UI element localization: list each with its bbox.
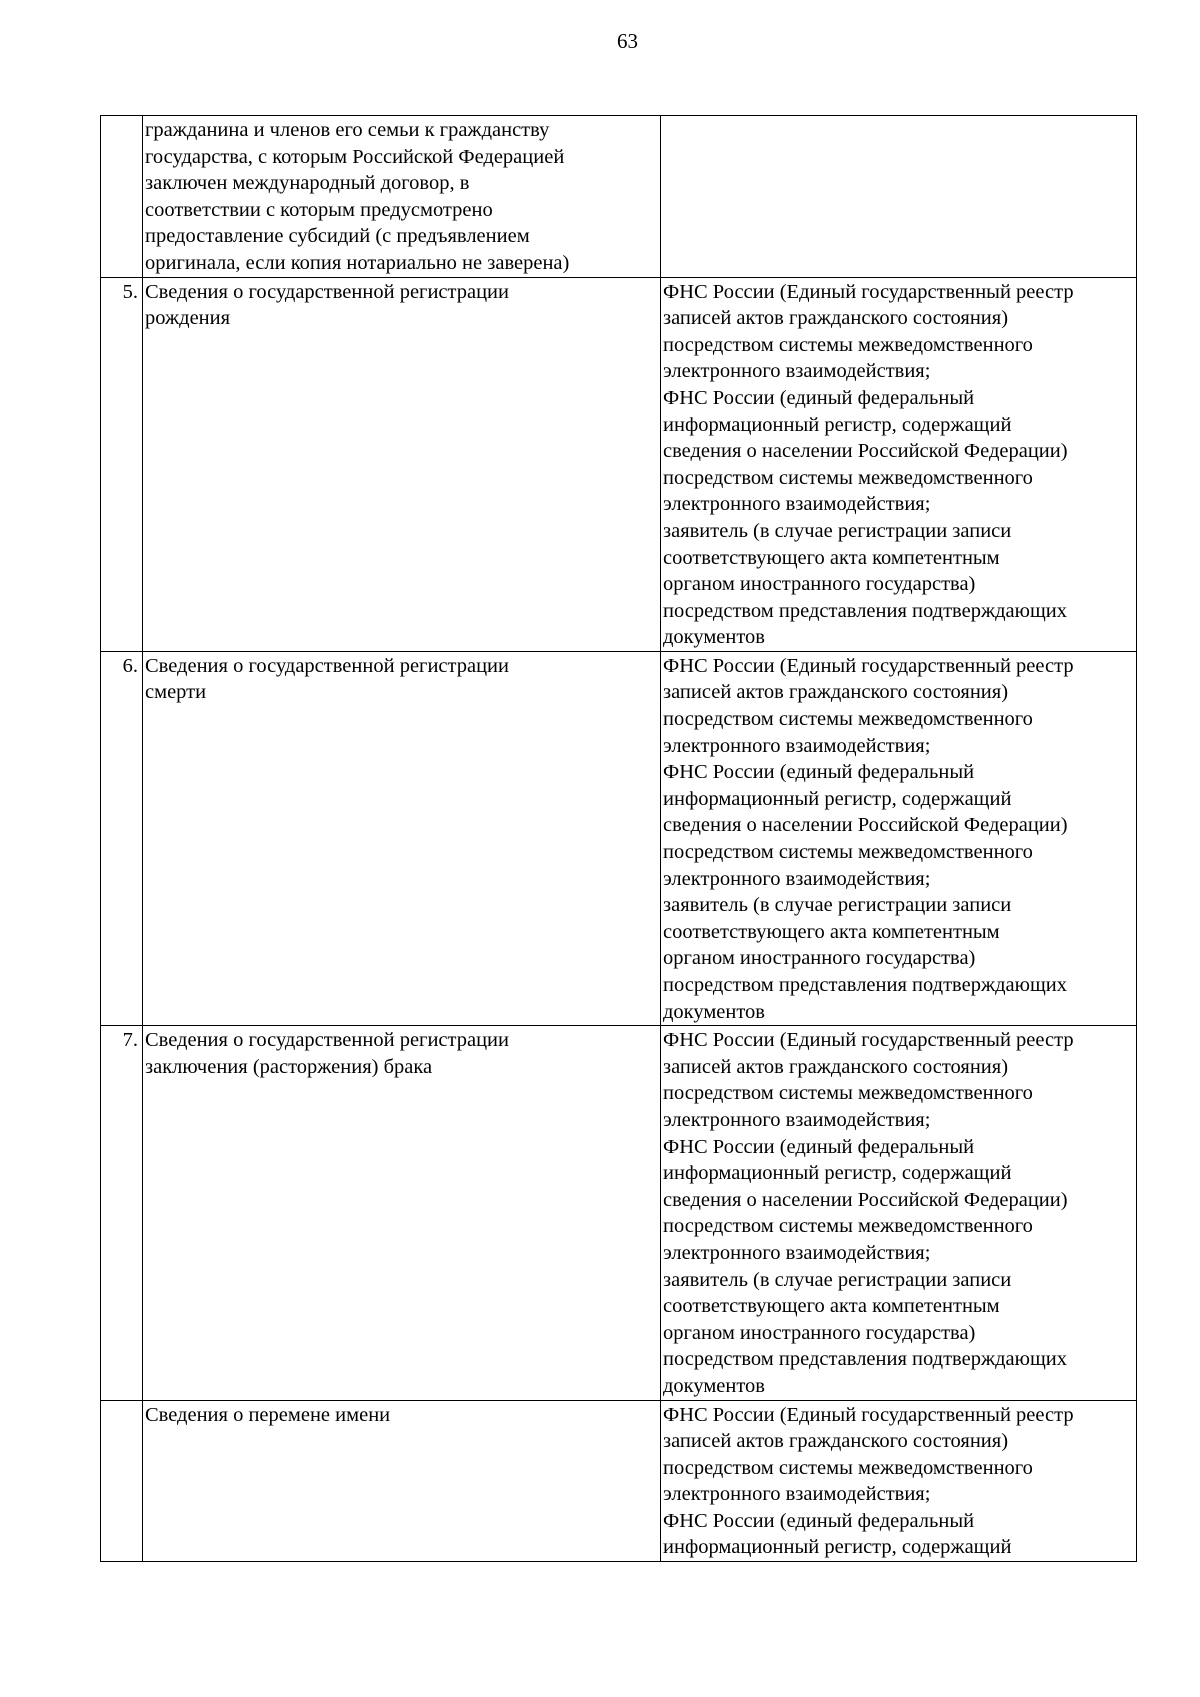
description-line: смерти bbox=[145, 681, 207, 704]
page-number: 63 bbox=[617, 29, 638, 53]
source-line: сведения о населении Российской Федерации) bbox=[663, 440, 1068, 463]
description-cell bbox=[143, 277, 661, 651]
source-line: записей актов гражданского состояния) bbox=[663, 681, 1009, 704]
source-cell bbox=[661, 116, 1137, 278]
source-line: посредством системы межведомственного bbox=[663, 1456, 1033, 1479]
description-line: рождения bbox=[145, 307, 231, 330]
table-row bbox=[101, 651, 1137, 1025]
source-line: документов bbox=[663, 1000, 765, 1023]
description-line: государства, с которым Российской Федерацией bbox=[145, 145, 565, 168]
source-line: записей актов гражданского состояния) bbox=[663, 1430, 1009, 1453]
source-line: ФНС России (Единый государственный реестр bbox=[663, 280, 1074, 303]
source-line: электронного взаимодействия; bbox=[663, 360, 931, 383]
source-cell bbox=[661, 1400, 1137, 1562]
source-line: посредством системы межведомственного bbox=[663, 1082, 1033, 1105]
source-line: ФНС России (единый федеральный bbox=[663, 1509, 975, 1532]
source-line: информационный регистр, содержащий bbox=[663, 1162, 1012, 1185]
document-table bbox=[100, 115, 1137, 1562]
description-line: Сведения о государственной регистрации bbox=[145, 280, 509, 303]
source-line: посредством представления подтверждающих bbox=[663, 1348, 1067, 1371]
source-line: сведения о населении Российской Федерации) bbox=[663, 1188, 1068, 1211]
source-line: органом иностранного государства) bbox=[663, 1321, 976, 1344]
row-number-cell: 6. bbox=[101, 651, 143, 1025]
row-number-cell bbox=[101, 116, 143, 278]
source-line: посредством системы межведомственного bbox=[663, 466, 1033, 489]
source-line: электронного взаимодействия; bbox=[663, 734, 931, 757]
table-row bbox=[101, 116, 1137, 278]
source-line: заявитель (в случае регистрации записи bbox=[663, 1268, 1012, 1291]
source-line: ФНС России (единый федеральный bbox=[663, 761, 975, 784]
source-line: записей актов гражданского состояния) bbox=[663, 1055, 1009, 1078]
description-line: заключения (расторжения) брака bbox=[145, 1055, 433, 1078]
description-line: Сведения о государственной регистрации bbox=[145, 654, 509, 677]
source-cell bbox=[661, 651, 1137, 1025]
source-line: ФНС России (Единый государственный реестр bbox=[663, 1029, 1074, 1052]
source-cell bbox=[661, 277, 1137, 651]
source-line: ФНС России (единый федеральный bbox=[663, 386, 975, 409]
source-line: сведения о населении Российской Федерации) bbox=[663, 814, 1068, 837]
description-cell bbox=[143, 116, 661, 278]
source-line: посредством системы межведомственного bbox=[663, 841, 1033, 864]
source-line: посредством представления подтверждающих bbox=[663, 974, 1067, 996]
table-row bbox=[101, 1026, 1137, 1400]
description-cell bbox=[143, 651, 661, 1025]
source-line: посредством представления подтверждающих bbox=[663, 599, 1067, 622]
description-line: Сведения о перемене имени bbox=[145, 1403, 391, 1426]
description-cell bbox=[143, 1026, 661, 1400]
description-line: гражданина и членов его семьи к гражданству bbox=[145, 119, 550, 141]
row-number-cell: 7. bbox=[101, 1026, 143, 1400]
source-line: документов bbox=[663, 1374, 765, 1397]
source-line: информационный регистр, содержащий bbox=[663, 1536, 1012, 1559]
description-cell bbox=[143, 1400, 661, 1562]
source-line: органом иностранного государства) bbox=[663, 947, 976, 970]
source-line: электронного взаимодействия; bbox=[663, 1483, 931, 1506]
description-line: предоставление субсидий (с предъявлением bbox=[145, 225, 530, 248]
table-body bbox=[101, 116, 1137, 1562]
source-line: соответствующего акта компетентным bbox=[663, 920, 1000, 943]
source-cell bbox=[661, 1026, 1137, 1400]
source-line: органом иностранного государства) bbox=[663, 573, 976, 596]
source-line: информационный регистр, содержащий bbox=[663, 787, 1012, 810]
source-line: посредством системы межведомственного bbox=[663, 1215, 1033, 1238]
source-line: ФНС России (Единый государственный реестр bbox=[663, 654, 1074, 677]
source-line: ФНС России (единый федеральный bbox=[663, 1135, 975, 1158]
source-line: электронного взаимодействия; bbox=[663, 1241, 931, 1264]
source-line: заявитель (в случае регистрации записи bbox=[663, 894, 1012, 917]
description-line: оригинала, если копия нотариально не заверена) bbox=[145, 251, 570, 274]
row-number-cell bbox=[101, 1400, 143, 1562]
table-row bbox=[101, 1400, 1137, 1562]
source-line: посредством системы межведомственного bbox=[663, 708, 1033, 731]
source-line: электронного взаимодействия; bbox=[663, 1108, 931, 1131]
source-line: соответствующего акта компетентным bbox=[663, 546, 1000, 569]
description-line: заключен международный договор, в bbox=[145, 172, 470, 195]
description-line: Сведения о государственной регистрации bbox=[145, 1029, 509, 1052]
source-line: электронного взаимодействия; bbox=[663, 867, 931, 890]
source-line: информационный регистр, содержащий bbox=[663, 413, 1012, 436]
source-line: документов bbox=[663, 626, 765, 649]
source-line: соответствующего акта компетентным bbox=[663, 1295, 1000, 1318]
source-line: заявитель (в случае регистрации записи bbox=[663, 519, 1012, 542]
source-line: посредством системы межведомственного bbox=[663, 333, 1033, 356]
table-row bbox=[101, 277, 1137, 651]
row-number-cell: 5. bbox=[101, 277, 143, 651]
source-line: ФНС России (Единый государственный реестр bbox=[663, 1403, 1074, 1426]
source-line: записей актов гражданского состояния) bbox=[663, 307, 1009, 330]
source-line: электронного взаимодействия; bbox=[663, 493, 931, 516]
description-line: соответствии с которым предусмотрено bbox=[145, 198, 493, 221]
